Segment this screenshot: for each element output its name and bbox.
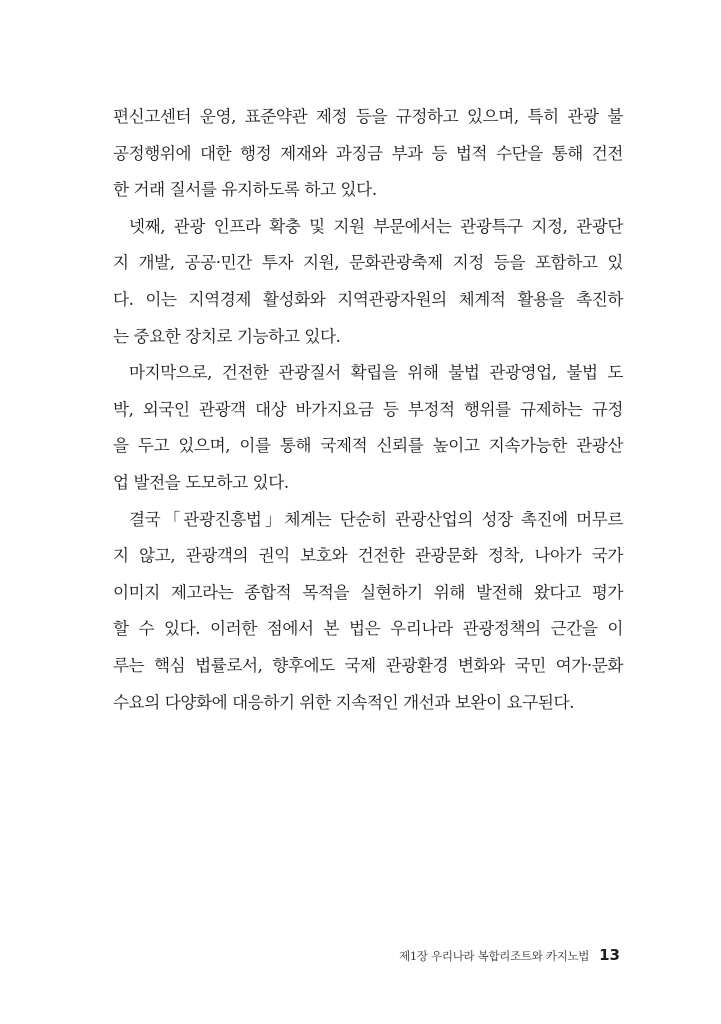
text-line: 수요의 다양화에 대응하기 위한 지속적인 개선과 보완이 요구된다. <box>113 692 574 712</box>
page-number: 13 <box>599 946 620 964</box>
paragraph-finally <box>113 355 623 501</box>
paragraph-fourth <box>113 209 623 355</box>
paragraph-conclusion <box>113 502 623 722</box>
text-line: 공정행위에 대한 행정 제재와 과징금 부과 등 법적 수단을 통해 건전 <box>113 143 623 163</box>
paragraph-continued <box>113 99 623 209</box>
text-line: 이미지 제고라는 종합적 목적을 실현하기 위해 발전해 왔다고 평가 <box>113 582 623 602</box>
text-line: 할 수 있다. 이러한 점에서 본 법은 우리나라 관광정책의 근간을 이 <box>113 619 623 639</box>
page-footer <box>399 946 620 964</box>
text-line: 넷째, 관광 인프라 확충 및 지원 부문에서는 관광특구 지정, 관광단 <box>129 216 623 236</box>
text-line: 결국「관광진흥법」체계는 단순히 관광산업의 성장 촉진에 머무르 <box>129 509 623 529</box>
body-text <box>113 99 623 721</box>
text-line: 루는 핵심 법률로서, 향후에도 국제 관광환경 변화와 국민 여가·문화 <box>113 655 623 675</box>
text-line: 다. 이는 지역경제 활성화와 지역관광자원의 체계적 활용을 촉진하 <box>113 289 623 309</box>
text-line: 박, 외국인 관광객 대상 바가지요금 등 부정적 행위를 규제하는 규정 <box>113 399 623 419</box>
text-line: 한 거래 질서를 유지하도록 하고 있다. <box>113 180 377 200</box>
text-line: 는 중요한 장치로 기능하고 있다. <box>113 326 341 346</box>
text-line: 지 않고, 관광객의 권익 보호와 건전한 관광문화 정착, 나아가 국가 <box>113 546 623 566</box>
text-line: 지 개발, 공공·민간 투자 지원, 문화관광축제 지정 등을 포함하고 있 <box>113 253 623 273</box>
text-line: 업 발전을 도모하고 있다. <box>113 472 289 492</box>
text-line: 편신고센터 운영, 표준약관 제정 등을 규정하고 있으며, 특히 관광 불 <box>113 107 623 126</box>
running-head: 제1장 우리나라 복합리조트와 카지노법 <box>399 949 590 963</box>
text-line: 마지막으로, 건전한 관광질서 확립을 위해 불법 관광영업, 불법 도 <box>129 363 623 383</box>
text-line: 을 두고 있으며, 이를 통해 국제적 신뢰를 높이고 지속가능한 관광산 <box>113 436 623 456</box>
